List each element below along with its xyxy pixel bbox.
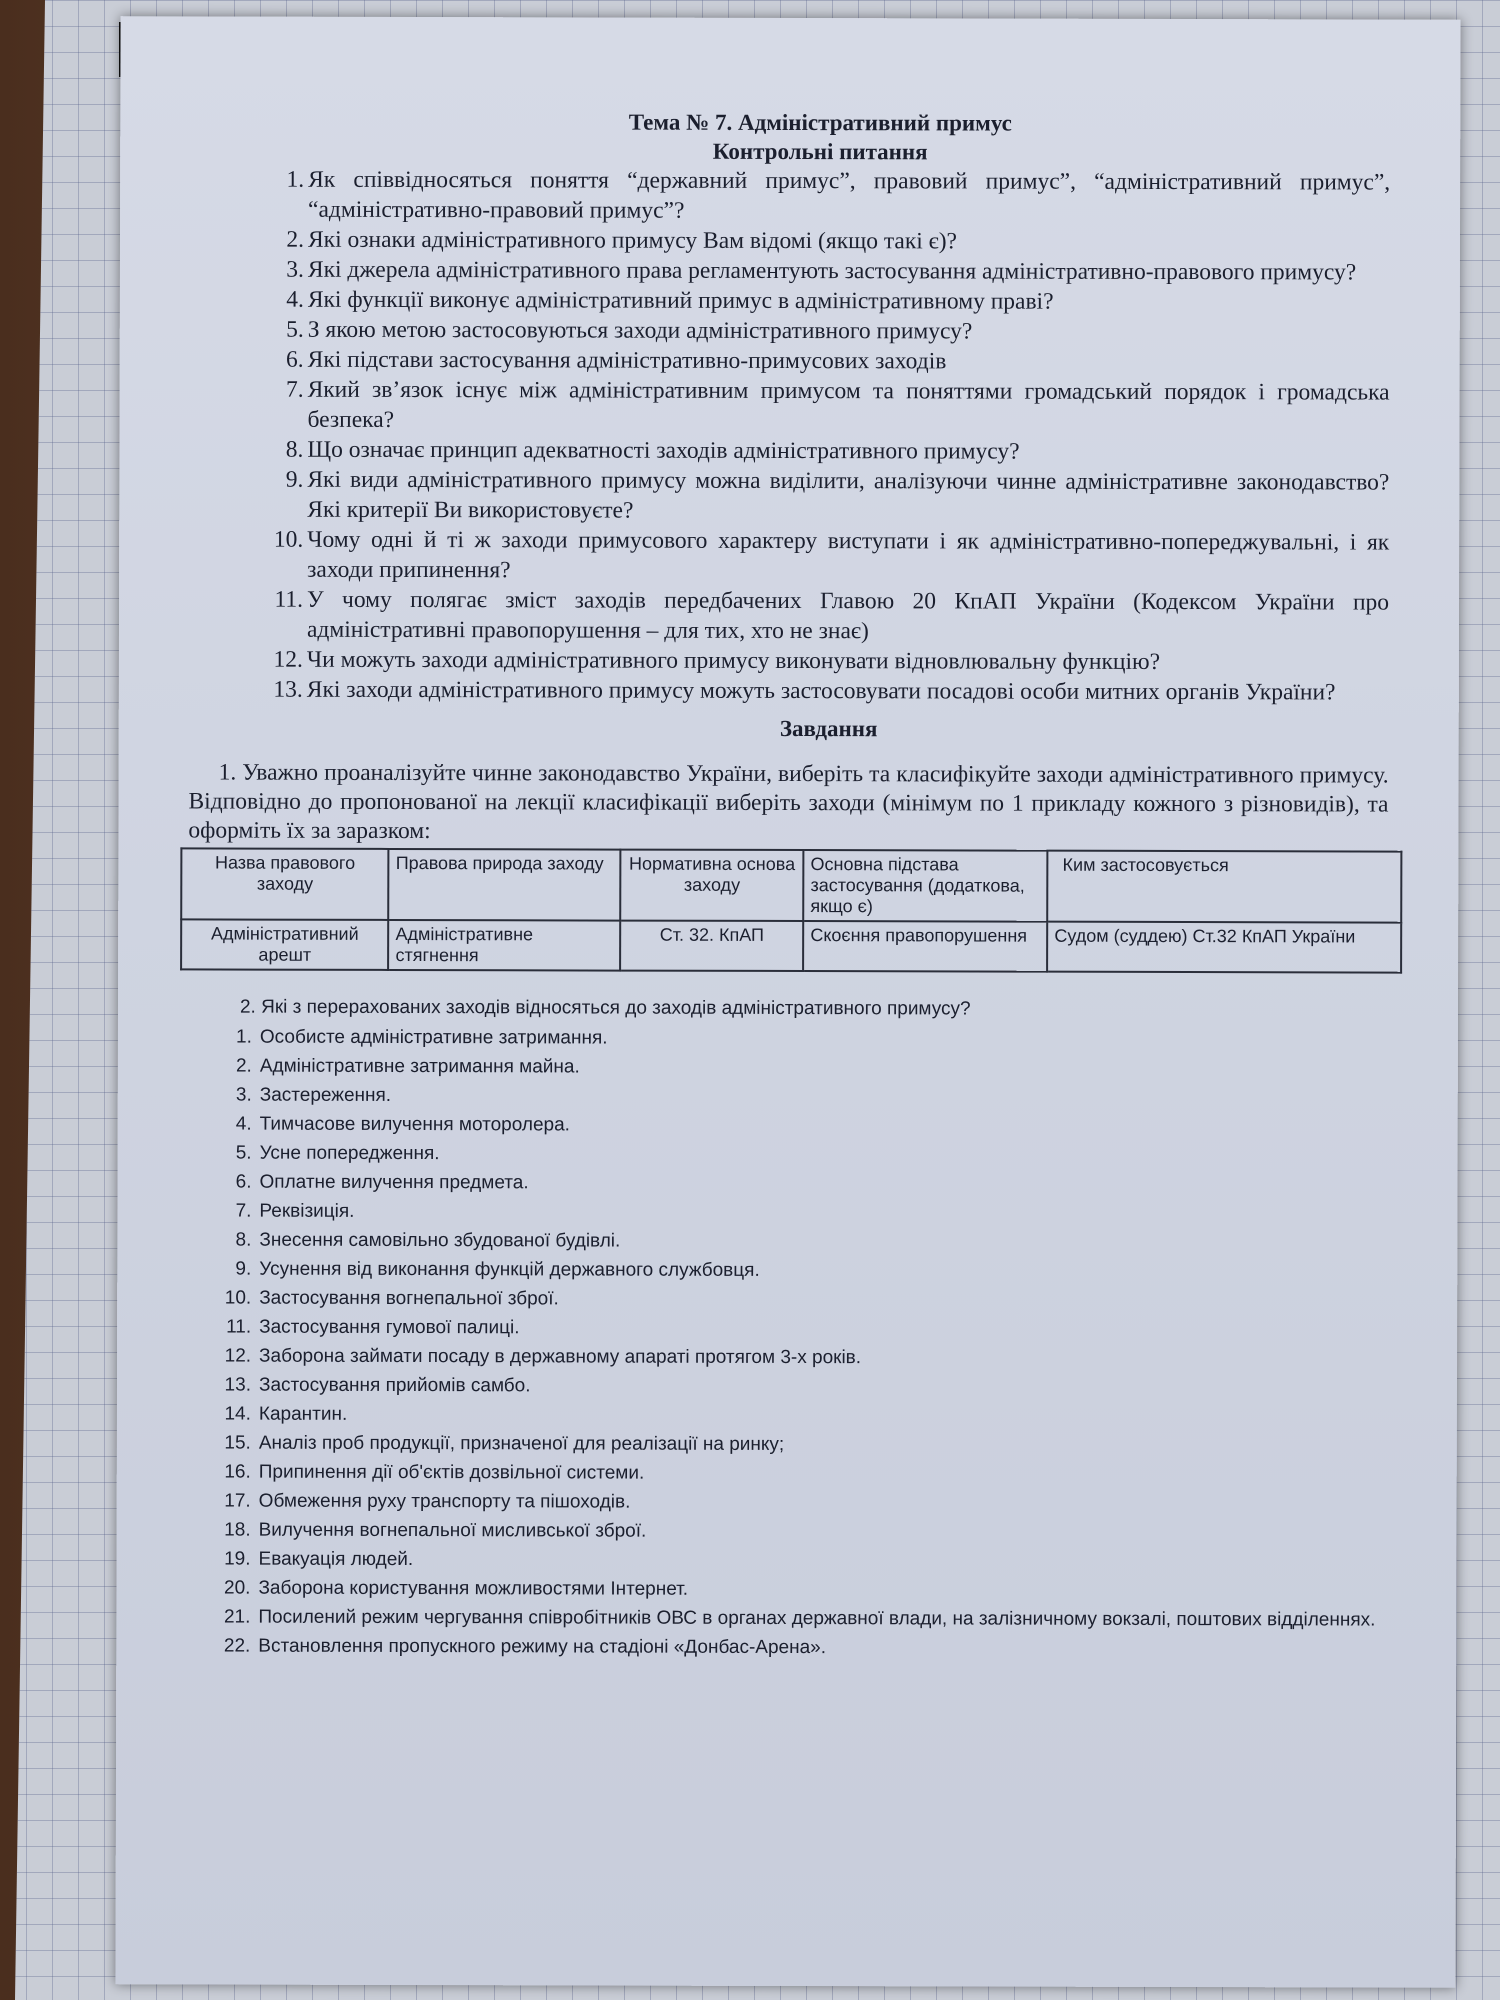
list-item bbox=[215, 1284, 1387, 1316]
list-item bbox=[216, 1139, 1388, 1171]
table-cell: Судом (суддею) Ст.32 КпАП України bbox=[1047, 922, 1401, 973]
question-number: 10. bbox=[273, 526, 304, 553]
list-text: Реквізиція. bbox=[259, 1200, 355, 1222]
list-item bbox=[215, 1458, 1387, 1490]
list-text: Аналіз проб продукції, призначеної для реалізації на ринку; bbox=[258, 1432, 785, 1455]
list-text: Застосування вогнепальної зброї. bbox=[259, 1287, 559, 1310]
list-number: 6. bbox=[235, 1171, 252, 1193]
list-number: 8. bbox=[235, 1229, 252, 1251]
question-item bbox=[271, 645, 1389, 678]
list-item bbox=[215, 1516, 1387, 1548]
list-text: Застосування гумової палиці. bbox=[259, 1316, 520, 1339]
table-row bbox=[181, 919, 1401, 972]
classification-table bbox=[180, 847, 1402, 973]
list-item bbox=[215, 1487, 1387, 1519]
question-text: Як співвідносяться поняття “державний примус”, правовий примус”, “адміністративний примус”, “адміністративно-правовий примус”? bbox=[308, 166, 1391, 224]
question-number: 1. bbox=[286, 166, 305, 193]
list-number: 10. bbox=[224, 1287, 252, 1309]
list-text: Заборона користування можливостями Інтернет. bbox=[258, 1577, 689, 1600]
question-number: 6. bbox=[286, 346, 304, 373]
list-item bbox=[216, 1081, 1388, 1113]
list-item bbox=[214, 1603, 1386, 1635]
list-text: Карантин. bbox=[258, 1403, 348, 1425]
question-number: 12. bbox=[273, 646, 303, 673]
question-item bbox=[272, 225, 1390, 258]
question-text: Чи можуть заходи адміністративного примусу виконувати відновлювальну функцію? bbox=[306, 646, 1161, 675]
list-item bbox=[215, 1400, 1387, 1432]
list-number: 21. bbox=[223, 1606, 251, 1628]
list-number: 2. bbox=[235, 1055, 252, 1077]
question-number: 3. bbox=[286, 256, 304, 283]
table-header-cell: Ким застосовується bbox=[1047, 851, 1401, 923]
table-header-cell: Основна підстава застосування (додаткова, якщо є) bbox=[803, 850, 1047, 922]
question-text: Що означає принцип адекватності заходів адміністративного примусу? bbox=[307, 436, 1020, 465]
list-number: 14. bbox=[224, 1403, 251, 1425]
question-item bbox=[271, 375, 1389, 438]
list-text: Заборона займати посаду в державному апараті протягом 3-х років. bbox=[259, 1345, 862, 1369]
question-text: Які ознаки адміністративного примусу Вам відомі (якщо такі є)? bbox=[307, 226, 958, 255]
question-text: Які види адміністративного примусу можна виділити, аналізуючи чинне адміністративне законодавство? Які критерії Ви використовуєте? bbox=[307, 466, 1390, 524]
question-text: Які підстави застосування адміністративно-примусових заходів bbox=[307, 346, 947, 375]
table-cell: Адміністративний арешт bbox=[181, 919, 389, 970]
question-text: Чому одні й ті ж заходи примусового характеру виступати і як адміністративно-попереджувальні, і як заходи припинення? bbox=[307, 526, 1390, 584]
document-content bbox=[186, 106, 1390, 1663]
questions-subtitle: Контрольні питання bbox=[712, 138, 928, 165]
question-text: У чому полягає зміст заходів передбачених Главою 20 КпАП України (Кодексом України про адміністративні правопорушення – для тих, хто не знає) bbox=[306, 586, 1390, 645]
task-2-text: 2. Які з перерахованих заходів відносяться до заходів адміністративного примусу? bbox=[239, 996, 971, 1020]
list-text: Знесення самовільно збудованої будівлі. bbox=[259, 1229, 621, 1252]
list-item bbox=[216, 1052, 1388, 1084]
list-text: Вилучення вогнепальної мисливської зброї. bbox=[258, 1519, 647, 1542]
list-item bbox=[215, 1313, 1387, 1345]
question-item bbox=[271, 585, 1389, 648]
list-number: 22. bbox=[223, 1635, 251, 1657]
question-number: 11. bbox=[274, 586, 304, 613]
list-item bbox=[215, 1255, 1387, 1287]
list-item bbox=[214, 1574, 1386, 1606]
question-number: 4. bbox=[286, 286, 304, 313]
table-cell: Скоєння правопорушення bbox=[803, 921, 1047, 972]
question-number: 13. bbox=[273, 676, 303, 703]
list-item bbox=[215, 1545, 1387, 1577]
list-text: Посилений режим чергування співробітників ОВС в органах державної влади, на залізничному вокзалі, поштових відділеннях. bbox=[258, 1606, 1376, 1631]
question-text: Які заходи адміністративного примусу можуть застосовувати посадові особи митних органів України? bbox=[306, 676, 1336, 706]
question-item bbox=[271, 675, 1389, 708]
table-header-cell: Нормативна основа заходу bbox=[620, 850, 803, 921]
list-number: 1. bbox=[236, 1026, 252, 1048]
question-text: Який зв’язок існує між адміністративним примусом та поняттями громадський порядок і громадська безпека? bbox=[307, 376, 1390, 433]
question-number: 2. bbox=[286, 226, 305, 253]
list-text: Усне попередження. bbox=[259, 1142, 440, 1165]
list-item bbox=[215, 1226, 1387, 1258]
question-item bbox=[272, 255, 1390, 288]
question-item bbox=[272, 165, 1390, 228]
question-text: З якою метою застосовуються заходи адміністративного примусу? bbox=[307, 316, 973, 345]
list-number: 17. bbox=[224, 1490, 251, 1512]
list-text: Евакуація людей. bbox=[258, 1548, 414, 1571]
question-text: Які функції виконує адміністративний примус в адміністративному праві? bbox=[307, 286, 1054, 315]
document-page bbox=[115, 16, 1460, 1988]
list-number: 18. bbox=[224, 1519, 251, 1541]
list-number: 4. bbox=[235, 1113, 252, 1135]
list-number: 5. bbox=[235, 1142, 252, 1164]
list-text: Застосування прийомів самбо. bbox=[258, 1374, 531, 1397]
question-number: 9. bbox=[285, 466, 304, 493]
question-item bbox=[271, 435, 1389, 468]
tasks-title: Завдання bbox=[779, 715, 878, 742]
list-text: Встановлення пропускного режиму на стадіоні «Донбас-Арена». bbox=[258, 1635, 827, 1659]
list-text: Оплатне вилучення предмета. bbox=[259, 1171, 529, 1194]
list-item bbox=[215, 1429, 1387, 1461]
list-text: Тимчасове вилучення моторолера. bbox=[259, 1113, 570, 1136]
table-header-row bbox=[181, 848, 1401, 922]
question-number: 5. bbox=[286, 316, 304, 343]
table-cell: Адміністративне стягнення bbox=[388, 920, 620, 971]
list-text: Особисте адміністративне затримання. bbox=[259, 1026, 608, 1049]
list-item bbox=[214, 1632, 1386, 1664]
list-item bbox=[216, 1023, 1388, 1055]
list-text: Припинення дії об'єктів дозвільної системи. bbox=[258, 1461, 645, 1484]
list-number: 19. bbox=[224, 1548, 251, 1570]
list-text: Застереження. bbox=[259, 1084, 392, 1106]
list-item bbox=[216, 1110, 1388, 1142]
control-questions-list bbox=[271, 165, 1390, 708]
list-number: 13. bbox=[224, 1374, 252, 1396]
list-number: 9. bbox=[235, 1258, 252, 1280]
list-text: Адміністративне затримання майна. bbox=[259, 1055, 580, 1078]
question-item bbox=[272, 285, 1390, 318]
list-number: 20. bbox=[224, 1577, 251, 1599]
question-item bbox=[272, 315, 1390, 348]
list-text: Усунення від виконання функцій державного службовця. bbox=[259, 1258, 760, 1281]
list-item bbox=[215, 1168, 1387, 1200]
question-text: Які джерела адміністративного права регламентують застосування адміністративно-правового примусу? bbox=[307, 256, 1357, 286]
measures-list bbox=[214, 1023, 1388, 1664]
list-number: 15. bbox=[224, 1432, 251, 1454]
list-number: 12. bbox=[224, 1345, 252, 1367]
list-text: Обмеження руху транспорту та пішоходів. bbox=[258, 1490, 631, 1513]
question-item bbox=[271, 465, 1389, 528]
list-item bbox=[215, 1342, 1387, 1374]
list-item bbox=[215, 1197, 1387, 1229]
list-number: 7. bbox=[235, 1200, 252, 1222]
topic-title: Тема № 7. Адміністративний примус bbox=[628, 109, 1012, 136]
table-header-cell: Правова природа заходу bbox=[389, 849, 621, 921]
task-1-text: 1. Уважно проаналізуйте чинне законодавство України, виберіть та класифікуйте заходи адміністративного примусу. Відповідно до пропонованої на лекції класифікації виберіть заходи (мінімум по 1 прикладу кожного з різновидів), та оформіть їх за заразком: bbox=[188, 759, 1389, 845]
question-number: 7. bbox=[285, 376, 304, 403]
list-item bbox=[215, 1371, 1387, 1403]
list-number: 16. bbox=[224, 1461, 251, 1483]
table-header-cell: Назва правового заходу bbox=[181, 848, 389, 920]
question-item bbox=[272, 345, 1390, 378]
question-item bbox=[271, 525, 1389, 588]
table-cell: Ст. 32. КпАП bbox=[620, 921, 803, 971]
question-number: 8. bbox=[285, 436, 304, 463]
list-number: 3. bbox=[235, 1084, 252, 1106]
list-number: 11. bbox=[226, 1316, 252, 1338]
